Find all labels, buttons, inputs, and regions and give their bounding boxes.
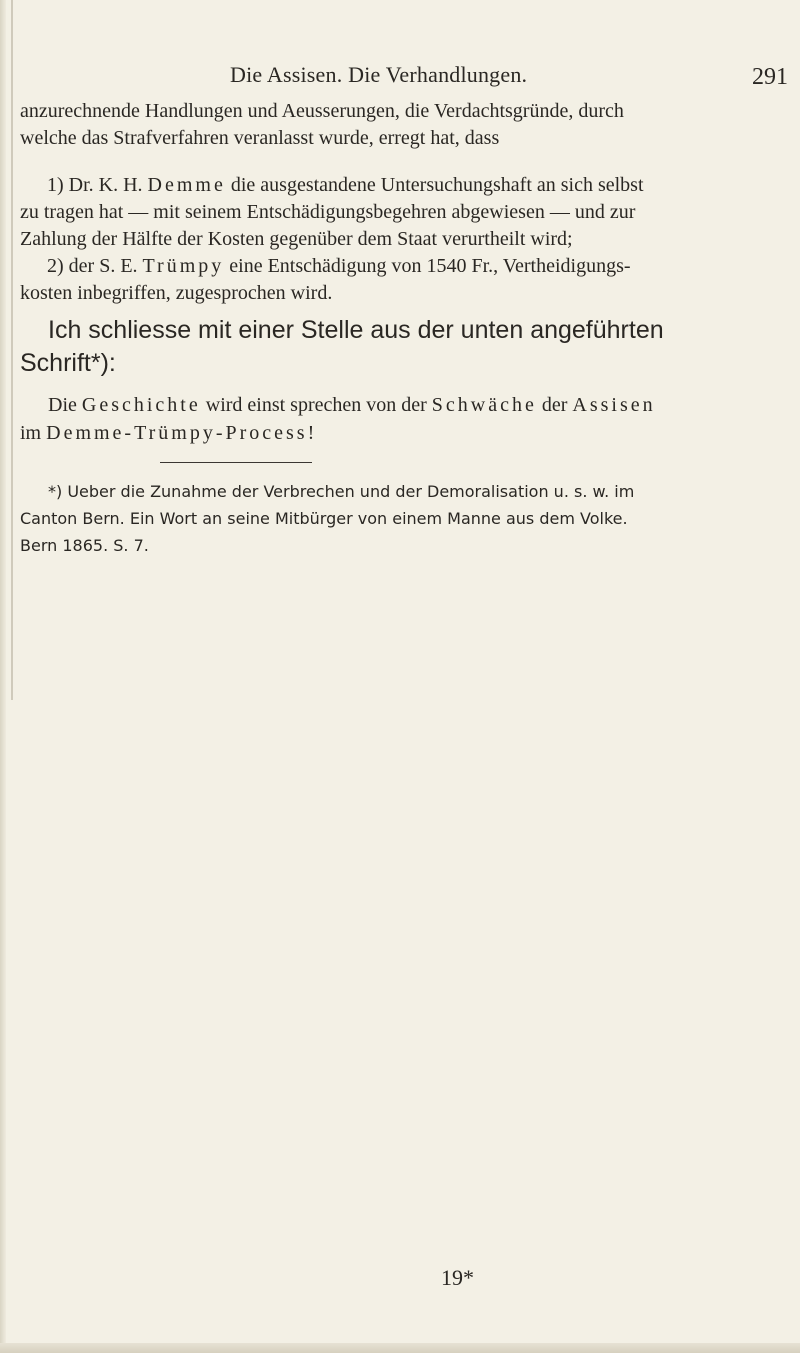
quote-word-schwaeche: Schwäche <box>431 394 537 416</box>
signature-mark: 19* <box>441 1265 474 1290</box>
footnote-separator <box>160 462 312 463</box>
quote-word-im: im <box>20 422 47 444</box>
body-line-1: anzurechnende Handlungen und Aeusserungen, die Verdachtsgründe, durch <box>20 100 624 122</box>
footnote-line-3: Bern 1865. S. 7. <box>20 536 149 555</box>
quote-word-assisen: Assisen <box>572 394 656 416</box>
footnote-line-2: Canton Bern. Ein Wort an seine Mitbürger von einem Manne aus dem Volke. <box>20 509 628 528</box>
body-line-4: zu tragen hat — mit seinem Entschädigungsbegehren abgewiesen — und zur <box>20 201 636 223</box>
quote-line-2 <box>20 422 317 445</box>
closing-statement-line-2: Schrift*): <box>20 349 116 377</box>
page-number: 291 <box>752 64 788 90</box>
list-item-2 <box>47 255 631 278</box>
name-demme: Demme <box>147 174 226 196</box>
running-title: Die Assisen. Die Verhandlungen. <box>230 62 528 87</box>
body-line-2: welche das Strafverfahren veranlasst wurde, erregt hat, dass <box>20 127 500 149</box>
body-line-7: kosten inbegriffen, zugesprochen wird. <box>20 282 333 304</box>
closing-statement-line-1: Ich schliesse mit einer Stelle aus der unten angeführten <box>48 316 664 344</box>
quote-word-die: Die <box>48 394 77 416</box>
binding-shadow <box>11 0 13 700</box>
list-item-2-rest: eine Entschädigung von 1540 Fr., Vertheidigungs- <box>224 255 631 277</box>
quote-line-1 <box>48 394 656 417</box>
quote-text-2: der <box>536 394 573 416</box>
footnote-line-1: *) Ueber die Zunahme der Verbrechen und der Demoralisation u. s. w. im <box>48 482 635 501</box>
page-edge <box>0 0 6 1353</box>
quote-text-1: wird einst sprechen von der <box>200 394 432 416</box>
body-line-5: Zahlung der Hälfte der Kosten gegenüber dem Staat verurtheilt wird; <box>20 228 573 250</box>
list-item-1-rest: die ausgestandene Untersuchungshaft an sich selbst <box>225 174 644 196</box>
page-bottom-edge <box>0 1343 800 1353</box>
list-item-2-prefix: 2) der S. E. <box>47 255 143 277</box>
list-item-1 <box>47 174 644 197</box>
quote-word-geschichte: Geschichte <box>81 394 201 416</box>
name-truempy: Trümpy <box>142 255 225 277</box>
quote-word-process: Demme-Trümpy-Process! <box>46 422 318 444</box>
list-item-1-prefix: 1) Dr. K. H. <box>47 174 148 196</box>
